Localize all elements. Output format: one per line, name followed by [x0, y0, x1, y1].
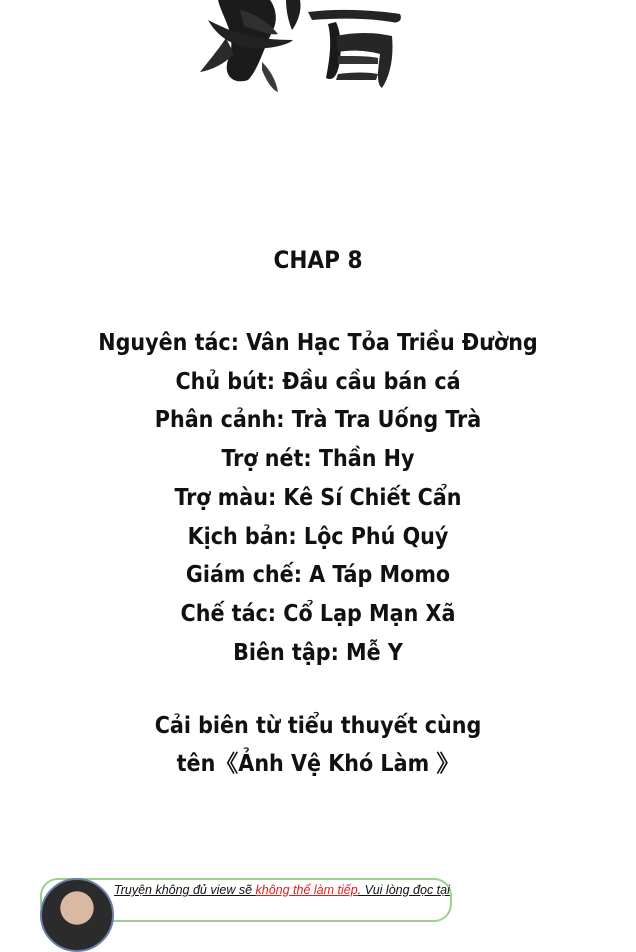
credit-storyboard: Phân cảnh: Trà Tra Uống Trà	[154, 407, 482, 434]
adaptation-line-1: Cải biên từ tiểu thuyết cùng	[154, 713, 482, 739]
credit-original-author: Nguyên tác: Vân Hạc Tỏa Triều Đường	[98, 330, 538, 356]
credit-editor: Biên tập: Mễ Y	[233, 639, 403, 666]
chapter-title: CHAP 8	[273, 246, 363, 274]
calligraphy-title-art	[178, 0, 428, 100]
adaptation-note	[0, 707, 636, 783]
credit-script: Kịch bản: Lộc Phú Quý	[187, 523, 449, 550]
notice-banner-text[interactable]: Truyện không đủ view sẽ không thể làm tiếp. Vui lòng đọc tại	[114, 883, 450, 897]
credit-color-assistant: Trợ màu: Kê Sí Chiết Cẩn	[174, 484, 462, 511]
credits-list	[0, 324, 636, 672]
credit-lead-artist: Chủ bút: Đầu cầu bán cá	[175, 368, 461, 395]
avatar	[40, 878, 114, 952]
adaptation-line-2: tên《Ảnh Vệ Khó Làm 》	[176, 751, 460, 777]
credit-production: Chế tác: Cổ Lạp Mạn Xã	[180, 600, 456, 627]
credit-supervisor: Giám chế: A Táp Momo	[185, 562, 451, 589]
credit-line-assistant: Trợ nét: Thần Hy	[221, 446, 415, 473]
notice-warning-text: không thể làm tiếp	[255, 883, 358, 897]
